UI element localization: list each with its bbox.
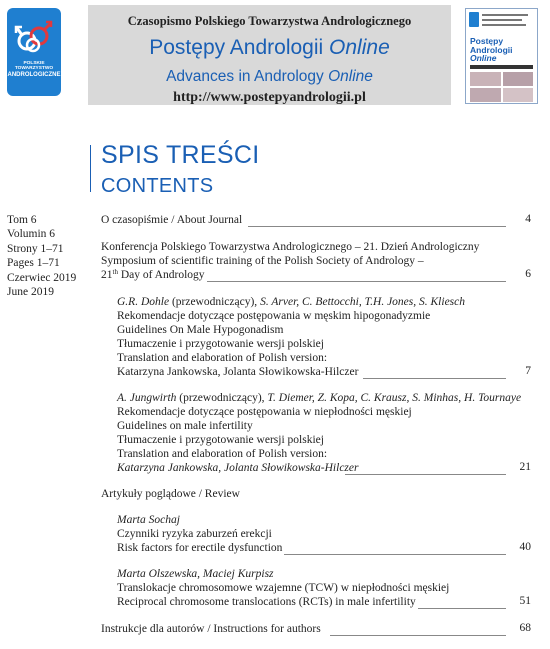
issue-volume-en: Volumin 6 — [7, 228, 56, 241]
toc-sochaj-author: Marta Sochaj — [117, 514, 180, 526]
toc-infertility-translators: Katarzyna Jankowska, Jolanta Słowikowska-Hilczer — [117, 462, 359, 474]
toc-page-instructions: 68 — [519, 622, 531, 634]
toc-infertility-translation-pl: Tłumaczenie i przygotowanie wersji polskiej — [117, 434, 324, 446]
logo-text-line2: ANDROLOGICZNE — [7, 72, 61, 79]
toc-hypogonadism-title-en: Guidelines On Male Hypogonadism — [117, 324, 284, 336]
logo-text-line1: POLSKIE TOWARZYSTWO — [14, 61, 54, 72]
society-emblem-icon — [12, 14, 56, 58]
toc-entry-about[interactable]: O czasopiśmie / About Journal — [101, 214, 243, 226]
toc-hypogonadism-title-pl[interactable]: Rekomendacje dotyczące postępowania w męskim hipogonadyzmie — [117, 310, 431, 322]
journal-title-en — [88, 68, 451, 86]
toc-leader — [418, 608, 506, 609]
journal-title-pl-online: Online — [329, 36, 390, 59]
journal-url[interactable]: http://www.postepyandrologii.pl — [173, 90, 366, 105]
toc-conference-line2: Symposium of scientific training of the Polish Society of Andrology – — [101, 255, 424, 267]
toc-infertility-title-pl[interactable]: Rekomendacje dotyczące postępowania w niepłodności męskiej — [117, 406, 412, 418]
issue-date-pl: Czerwiec 2019 — [7, 271, 77, 284]
toc-hypogonadism-translation-en: Translation and elaboration of Polish version: — [117, 352, 328, 364]
toc-conference-line3 — [101, 268, 205, 283]
toc-leader — [345, 474, 506, 475]
journal-title-en-main: Advances in Andrology — [166, 68, 324, 85]
contents-heading-en: CONTENTS — [101, 175, 214, 197]
toc-page-infertility: 21 — [519, 461, 531, 473]
author-list: S. Arver, C. Bettocchi, T.H. Jones, S. Kliesch — [260, 296, 466, 308]
journal-title-pl — [88, 36, 451, 60]
cover-images — [470, 72, 533, 102]
publisher-line: Czasopismo Polskiego Towarzystwa Andrologicznego — [127, 14, 412, 28]
toc-leader — [330, 635, 506, 636]
toc-infertility-title-en: Guidelines on male infertility — [117, 420, 253, 432]
cover-title-line3: Online — [470, 53, 497, 63]
toc-page-about: 4 — [525, 213, 531, 225]
toc-sochaj-title-pl[interactable]: Czynniki ryzyka zaburzeń erekcji — [117, 528, 272, 540]
issue-info — [7, 213, 76, 299]
issue-pages-en: Pages 1–71 — [7, 257, 60, 270]
conference-title-tail: Day of Andrology — [117, 269, 205, 281]
author-role: (przewodniczący), — [176, 392, 268, 404]
contents-heading-pl: SPIS TREŚCI — [101, 141, 260, 169]
cover-title — [470, 37, 513, 63]
toc-entry-instructions[interactable]: Instrukcje dla autorów / Instructions for authors — [101, 623, 321, 635]
toc-page-olszewska: 51 — [519, 595, 531, 607]
cover-title-line1: Postępy — [470, 36, 504, 46]
author-chair: G.R. Dohle — [117, 296, 170, 308]
cover-bar — [470, 65, 533, 69]
toc-hypogonadism-translation-pl: Tłumaczenie i przygotowanie wersji polskiej — [117, 338, 324, 350]
cover-logo-icon — [469, 12, 479, 27]
conference-ordinal-suffix: th — [112, 268, 118, 276]
toc-olszewska-title-pl[interactable]: Translokacje chromosomowe wzajemne (TCW) w niepłodności męskiej — [117, 582, 450, 594]
cover-text-line — [482, 24, 526, 26]
cover-header — [466, 9, 537, 35]
toc-infertility-translation-en: Translation and elaboration of Polish version: — [117, 448, 328, 460]
author-role: (przewodniczący), — [169, 296, 261, 308]
issue-date-en: June 2019 — [7, 286, 54, 299]
toc-hypogonadism-translators: Katarzyna Jankowska, Jolanta Słowikowska-Hilczer — [117, 366, 359, 378]
cover-title-line2: Andrologii — [470, 44, 513, 55]
toc-olszewska-title-en: Reciprocal chromosome translocations (RCTs) in male infertility — [117, 596, 416, 608]
cover-text-line — [482, 19, 522, 21]
toc-leader — [284, 554, 506, 555]
journal-cover-thumbnail — [465, 8, 538, 104]
toc-page-sochaj: 40 — [519, 541, 531, 553]
cover-image — [503, 88, 534, 102]
journal-title-pl-main: Postępy Andrologii — [149, 36, 324, 59]
toc-hypogonadism-authors — [117, 295, 465, 310]
heading-divider — [90, 145, 91, 192]
journal-banner — [88, 5, 451, 105]
toc-conference-line1[interactable]: Konferencja Polskiego Towarzystwa Andrologicznego – 21. Dzień Andrologiczny — [101, 241, 480, 253]
toc-olszewska-authors: Marta Olszewska, Maciej Kurpisz — [117, 568, 274, 580]
toc-page-hypogonadism: 7 — [525, 365, 531, 377]
issue-pages-pl: Strony 1–71 — [7, 242, 64, 255]
author-chair: A. Jungwirth — [117, 392, 177, 404]
toc-infertility-authors — [117, 391, 521, 406]
toc-leader — [363, 378, 506, 379]
cover-text-line — [482, 14, 528, 16]
toc-leader — [207, 281, 506, 282]
cover-image — [470, 72, 501, 86]
author-list: T. Diemer, Z. Kopa, C. Krausz, S. Minhas, H. Tournaye — [267, 392, 522, 404]
conference-ordinal: 21 — [101, 269, 113, 281]
issue-volume-pl: Tom 6 — [7, 214, 37, 226]
toc-leader — [248, 226, 506, 227]
cover-image — [470, 88, 501, 102]
journal-title-en-online: Online — [328, 68, 373, 85]
cover-image — [503, 72, 534, 86]
society-logo — [7, 8, 61, 96]
toc-page-conference: 6 — [525, 268, 531, 280]
toc-section-review: Artykuły poglądowe / Review — [101, 488, 240, 500]
toc-sochaj-title-en: Risk factors for erectile dysfunction — [117, 542, 283, 554]
